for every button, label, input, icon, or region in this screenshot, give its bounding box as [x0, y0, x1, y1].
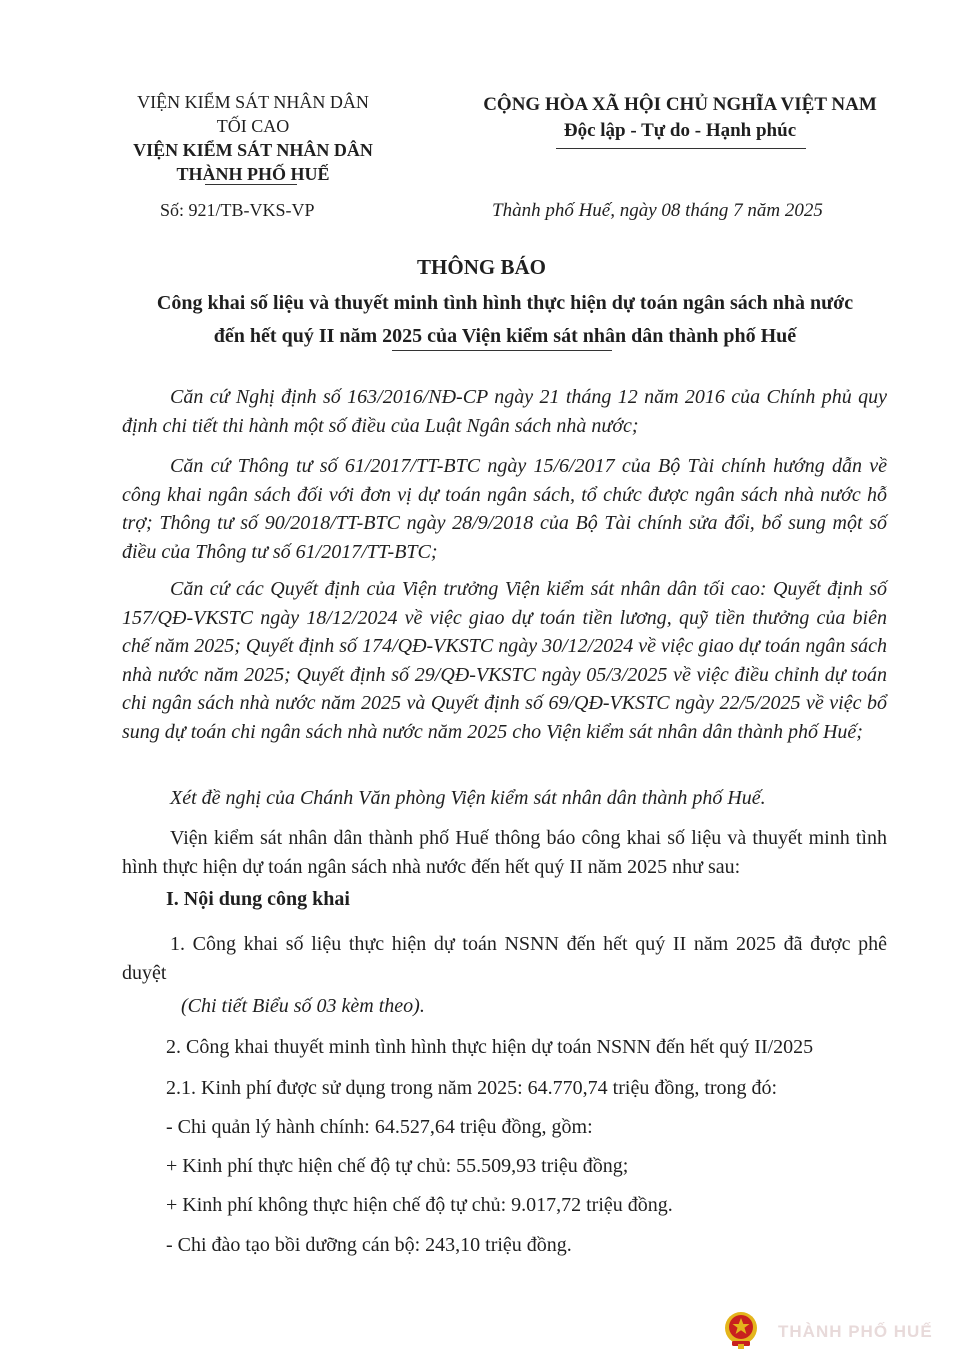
- national-motto: Độc lập - Tự do - Hạnh phúc: [563, 120, 797, 141]
- agency-line-1: VIỆN KIỂM SÁT NHÂN DÂN: [137, 92, 369, 112]
- line-admin-expense: - Chi quản lý hành chính: 64.527,64 triệu đồng, gồm:: [166, 1116, 593, 1138]
- agency-line-4: THÀNH PHỐ HUẾ: [176, 164, 330, 184]
- subtitle-line-2: đến hết quý II năm 2025 của Viện kiểm sát nhân dân thành phố Huế: [213, 325, 797, 347]
- section-1-heading: I. Nội dung công khai: [166, 888, 350, 910]
- item-2-1: 2.1. Kinh phí được sử dụng trong năm 2025: 64.770,74 triệu đồng, trong đó:: [166, 1077, 778, 1099]
- nation-name: CỘNG HÒA XÃ HỘI CHỦ NGHĨA VIỆT NAM: [483, 94, 877, 115]
- document-title: THÔNG BÁO: [417, 255, 546, 279]
- line-autonomous-funding: + Kinh phí thực hiện chế độ tự chủ: 55.509,93 triệu đồng;: [166, 1155, 629, 1177]
- issuing-agency: [118, 90, 388, 186]
- agency-line-2: TỐI CAO: [216, 116, 290, 136]
- preamble-decisions: Căn cứ các Quyết định của Viện trưởng Viện kiểm sát nhân dân tối cao: Quyết định số 157/QĐ-VKSTC ngày 18/12/2024 về việc giao dự toán tiền lương, quỹ tiền thưởng của biên chế năm 2025; Quyết định số 174/QĐ-VKSTC ngày 30/12/2024 về việc giao dự toán ngân sách nhà nước năm 2025; Quyết định số 29/QĐ-VKSTC ngày 05/3/2025 về việc điều chỉnh dự toán chi ngân sách nhà nước năm 2025 và Quyết định số 69/QĐ-VKSTC ngày 22/5/2025 về việc bổ sung dự toán chi ngân sách nhà nước năm 2025 cho Viện kiểm sát nhân dân thành phố Huế;: [122, 578, 887, 743]
- item-1-note: (Chi tiết Biểu số 03 kèm theo).: [181, 995, 425, 1017]
- place-and-date: Thành phố Huế, ngày 08 tháng 7 năm 2025: [492, 200, 823, 221]
- item-1: 1. Công khai số liệu thực hiện dự toán NSNN đến hết quý II năm 2025 đã được phê duyệt: [122, 933, 887, 984]
- preamble-circular: Căn cứ Thông tư số 61/2017/TT-BTC ngày 15/6/2017 của Bộ Tài chính hướng dẫn về công khai ngân sách đối với đơn vị dự toán ngân sách, tổ chức được ngân sách nhà nước hỗ trợ; Thông tư số 90/2018/TT-BTC ngày 28/9/2018 của Bộ Tài chính sửa đổi, bổ sung một số điều của Thông tư số 61/2017/TT-BTC;: [122, 455, 887, 563]
- subtitle-line-1: Công khai số liệu và thuyết minh tình hình thực hiện dự toán ngân sách nhà nước: [156, 292, 854, 314]
- footer-watermark: THÀNH PHỐ HUẾ: [778, 1322, 933, 1341]
- national-header: [460, 92, 900, 144]
- motto-underline: [556, 148, 806, 149]
- line-training-expense: - Chi đào tạo bồi dưỡng cán bộ: 243,10 triệu đồng.: [166, 1234, 572, 1256]
- preamble-decree: Căn cứ Nghị định số 163/2016/NĐ-CP ngày 21 tháng 12 năm 2016 của Chính phủ quy định chi tiết thi hành một số điều của Luật Ngân sách nhà nước;: [122, 386, 887, 437]
- agency-underline: [205, 184, 297, 185]
- document-number: Số: 921/TB-VKS-VP: [160, 200, 315, 220]
- agency-line-3: VIỆN KIỂM SÁT NHÂN DÂN: [133, 140, 373, 160]
- line-non-autonomous-funding: + Kinh phí không thực hiện chế độ tự chủ: 9.017,72 triệu đồng.: [166, 1194, 673, 1216]
- state-emblem-icon: [723, 1310, 759, 1350]
- subtitle-underline: [392, 350, 612, 351]
- document-subtitle: [100, 287, 910, 353]
- preamble-proposal: Xét đề nghị của Chánh Văn phòng Viện kiểm sát nhân dân thành phố Huế.: [170, 787, 766, 809]
- intro-paragraph: Viện kiểm sát nhân dân thành phố Huế thông báo công khai số liệu và thuyết minh tình hình thực hiện dự toán ngân sách nhà nước đến hết quý II năm 2025 như sau:: [122, 827, 887, 878]
- item-2: 2. Công khai thuyết minh tình hình thực hiện dự toán NSNN đến hết quý II/2025: [166, 1036, 814, 1058]
